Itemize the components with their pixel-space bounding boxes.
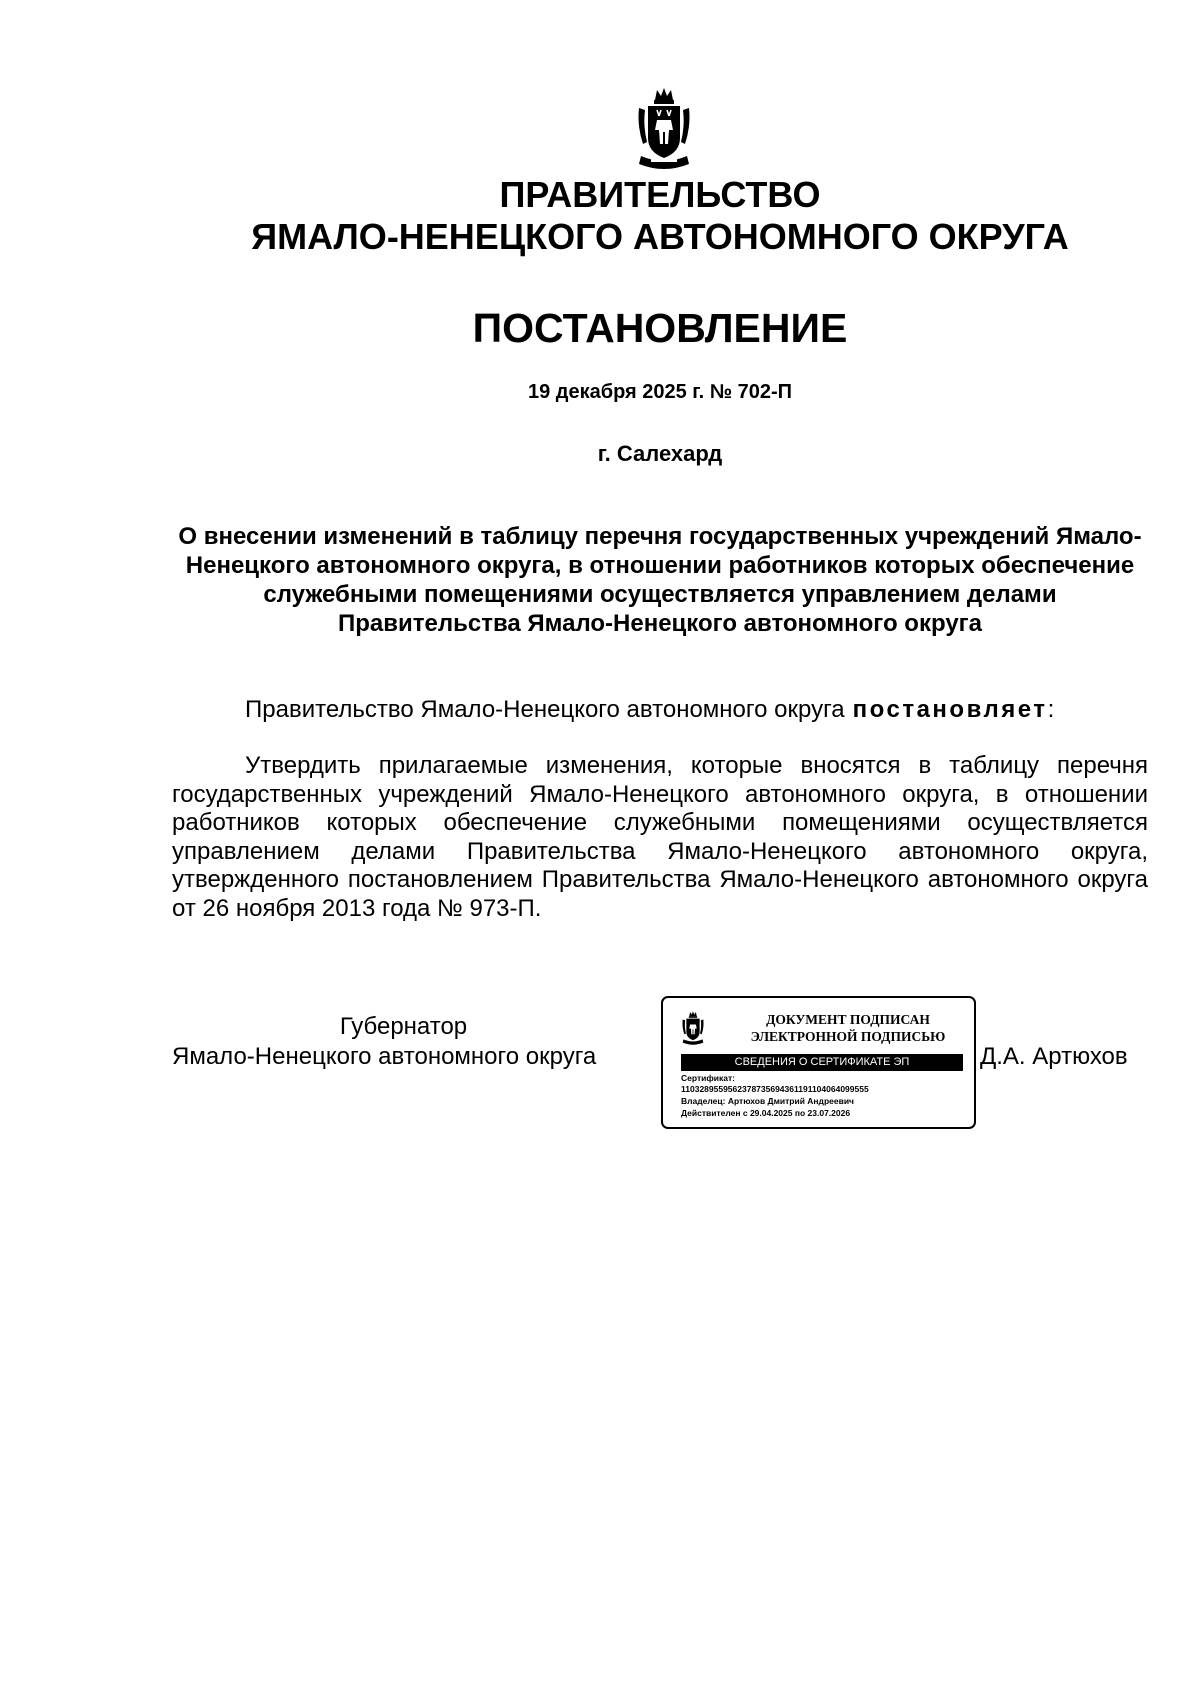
signatory-title: Губернатор (339, 1013, 468, 1040)
document-type: ПОСТАНОВЛЕНИЕ (472, 305, 848, 351)
stamp-validity: Действителен с 29.04.2025 по 23.07.2026 (681, 1108, 851, 1118)
decree-keyword: постановляет (852, 696, 1048, 723)
stamp-heading-line2: ЭЛЕКТРОННОЙ ПОДПИСЬЮ (750, 1029, 946, 1044)
signatory-name: Д.А. Артюхов (980, 1043, 1128, 1070)
document-subject: О внесении изменений в таблицу перечня государственных учреждений Ямало-Ненецкого автономного округа, в отношении работников которых обеспечение служебными помещениями осуществляется управлением делами Правительства Ямало-Ненецкого автономного округа (178, 523, 1142, 637)
stamp-owner: Владелец: Артюхов Дмитрий Андреевич (681, 1096, 854, 1106)
organization-name-line2: ЯМАЛО-НЕНЕЦКОГО АВТОНОМНОГО ОКРУГА (251, 216, 1069, 257)
stamp-certificate-label: Сертификат: (681, 1073, 735, 1083)
electronic-signature-stamp (661, 996, 976, 1129)
stamp-certificate-number: 1103289559562378735694361191104064099555 (681, 1084, 869, 1094)
signatory-region: Ямало-Ненецкого автономного округа (172, 1043, 597, 1070)
organization-name-line1: ПРАВИТЕЛЬСТВО (499, 174, 821, 215)
coat-of-arms-icon (635, 86, 693, 176)
stamp-certificate-bar: СВЕДЕНИЯ О СЕРТИФИКАТЕ ЭП (681, 1054, 963, 1071)
stamp-heading-line1: ДОКУМЕНТ ПОДПИСАН (766, 1012, 930, 1027)
document-date-number: 19 декабря 2025 г. № 702-П (527, 381, 793, 403)
decree-line (245, 696, 1054, 724)
decree-prefix: Правительство Ямало-Ненецкого автономного округа (245, 696, 845, 723)
decree-suffix: : (1047, 696, 1055, 723)
body-paragraph: Утвердить прилагаемые изменения, которые вносятся в таблицу перечня государственных учреждений Ямало-Ненецкого автономного округа, в отношении работников которых обеспечение служебными помещениями осуществляется управлением делами Правительства Ямало-Ненецкого автономного округа, утвержденного постановлением Правительства Ямало-Ненецкого автономного округа от 26 ноября 2013 года № 973-П. (172, 752, 1148, 922)
coat-of-arms-icon (681, 1010, 705, 1048)
document-city: г. Салехард (597, 441, 723, 466)
